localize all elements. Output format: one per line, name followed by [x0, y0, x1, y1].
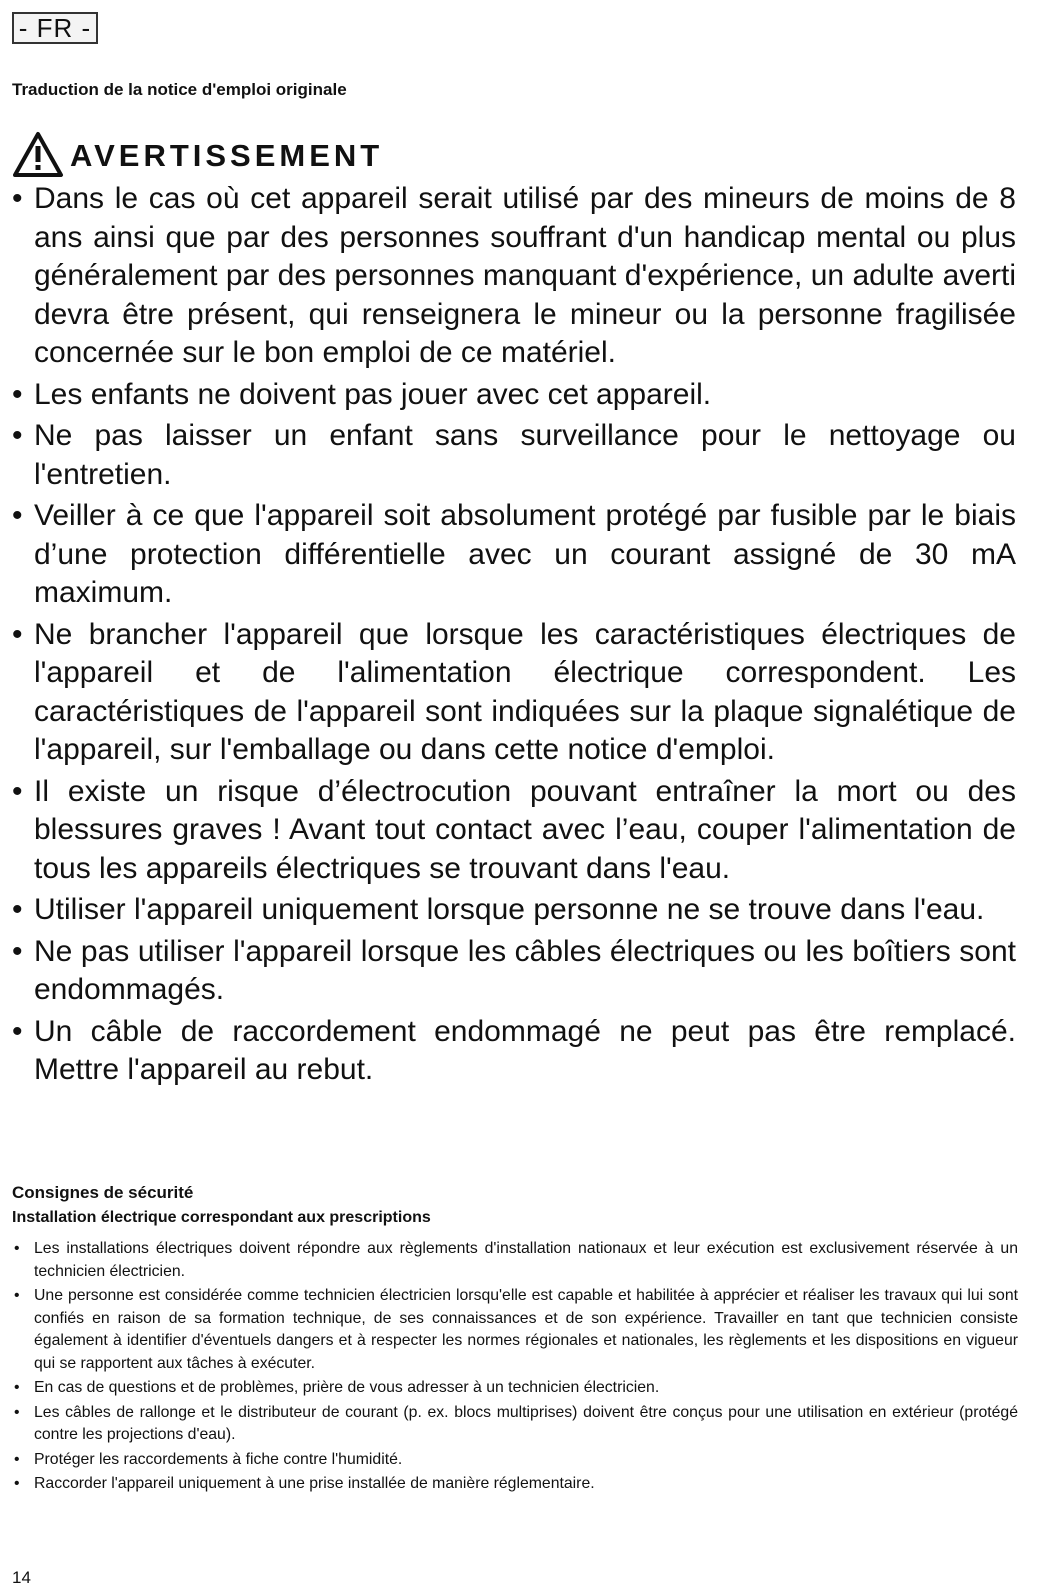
page-number: 14 — [12, 1568, 31, 1587]
warning-item-text: Utiliser l'appareil uniquement lorsque personne ne se trouve dans l'eau. — [34, 893, 985, 926]
bullet: • — [14, 1475, 20, 1492]
bullet: • — [12, 419, 23, 452]
safety-list — [12, 1238, 1018, 1498]
bullet: • — [14, 1403, 20, 1421]
safety-item-text: Raccorder l'appareil uniquement à une prise installée de manière réglementaire. — [34, 1475, 595, 1492]
safety-item — [12, 1449, 1018, 1472]
bullet: • — [12, 893, 23, 926]
safety-section-subtitle: Installation électrique correspondant aux prescriptions — [12, 1209, 431, 1226]
warning-item — [12, 497, 1016, 613]
safety-item — [12, 1285, 1018, 1375]
warning-item — [12, 417, 1016, 494]
bullet: • — [14, 1240, 20, 1257]
bullet: • — [12, 1014, 23, 1048]
warning-item-text: Il existe un risque d’électrocution pouvant entraîner la mort ou des blessures graves ! Avant tout contact avec l’eau, couper l'alimentation de tous les appareils électriques se trouvant dans l'eau. — [34, 774, 1016, 885]
bullet: • — [12, 934, 23, 968]
warning-item — [12, 933, 1016, 1010]
safety-item — [12, 1238, 1018, 1283]
warning-item-text: Dans le cas où cet appareil serait utilisé par des mineurs de moins de 8 ans ainsi que par des personnes souffrant d'un handicap mental ou plus généralement par des personnes manquant d'expérience, un adulte averti devra être présent, qui renseignera le mineur ou la personne fragilisée concernée sur le bon emploi de ce matériel. — [34, 182, 1016, 369]
safety-item-text: Une personne est considérée comme technicien électricien lorsqu'elle est capable et habilitée à apprécier et réaliser les travaux qui lui sont confiés en raison de sa formation technique, de ses connaissances et de son expérience. Travailler en tant que technicien consiste également à identifier d'éventuels dangers et à respecter les normes régionales et nationales, les règlements et les dispositions en vigueur qui se rapportent aux tâches à exécuter. — [34, 1287, 1018, 1372]
bullet: • — [12, 377, 23, 411]
warning-list — [12, 180, 1016, 1093]
document-subtitle: Traduction de la notice d'emploi originale — [12, 80, 347, 99]
bullet: • — [14, 1287, 20, 1304]
warning-heading — [12, 122, 383, 178]
warning-item — [12, 376, 1016, 415]
safety-item-text: Protéger les raccordements à fiche contre l'humidité. — [34, 1450, 403, 1468]
warning-item-text: Ne pas utiliser l'appareil lorsque les câbles électriques ou les boîtiers sont endommagés. — [34, 934, 1016, 1006]
bullet: • — [14, 1379, 20, 1396]
warning-item-text: Veiller à ce que l'appareil soit absolument protégé par fusible par le biais d’une protection différentielle avec un courant assigné de 30 mA maximum. — [34, 499, 1016, 609]
safety-item-text: En cas de questions et de problèmes, prière de vous adresser à un technicien électricien. — [34, 1379, 660, 1396]
bullet: • — [12, 499, 23, 532]
warning-title: AVERTISSEMENT — [70, 138, 384, 173]
language-tag: - FR - — [12, 12, 98, 44]
safety-section-title: Consignes de sécurité — [12, 1183, 194, 1202]
warning-item — [12, 616, 1016, 770]
warning-item — [12, 773, 1016, 889]
warning-item-text: Ne pas laisser un enfant sans surveillance pour le nettoyage ou l'entretien. — [34, 419, 1016, 491]
warning-item — [12, 180, 1016, 373]
bullet: • — [12, 774, 23, 808]
bullet: • — [12, 617, 23, 651]
warning-item-text: Les enfants ne doivent pas jouer avec cet appareil. — [34, 377, 712, 411]
safety-item-text: Les câbles de rallonge et le distributeur de courant (p. ex. blocs multiprises) doivent être conçus pour une utilisation en extérieur (protégé contre les projections d'eau). — [34, 1403, 1018, 1443]
safety-item — [12, 1473, 1018, 1496]
warning-item-text: Un câble de raccordement endommagé ne peut pas être remplacé. Mettre l'appareil au rebut. — [34, 1014, 1016, 1086]
warning-triangle-icon — [12, 130, 64, 178]
safety-item — [12, 1377, 1018, 1400]
safety-item — [12, 1402, 1018, 1447]
bullet: • — [12, 182, 23, 215]
safety-item-text: Les installations électriques doivent répondre aux règlements d'installation nationaux et leur exécution est exclusivement réservée à un technicien électricien. — [34, 1240, 1018, 1280]
warning-item — [12, 1013, 1016, 1090]
bullet: • — [14, 1450, 20, 1468]
warning-item — [12, 891, 1016, 930]
warning-item-text: Ne brancher l'appareil que lorsque les caractéristiques électriques de l'appareil et de l'alimentation électrique correspondent. Les caractéristiques de l'appareil sont indiquées sur la plaque signalétique de l'appareil, sur l'emballage ou dans cette notice d'emploi. — [34, 617, 1016, 766]
